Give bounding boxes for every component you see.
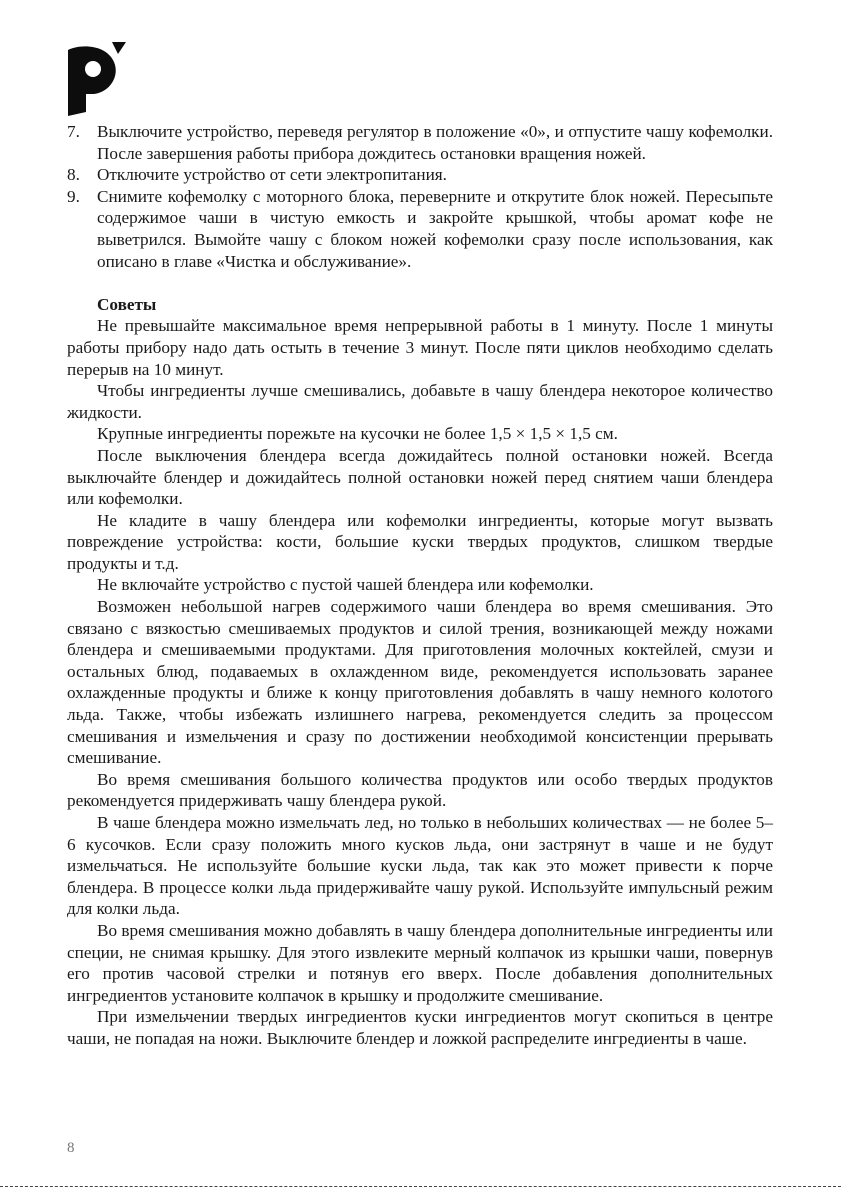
tip-paragraph: Во время смешивания большого количества продуктов или особо твердых продуктов рекомендуется придерживать чашу блендера рукой. — [67, 769, 773, 811]
step-text: Снимите кофемолку с моторного блока, переверните и открутите блок ножей. Пересыпьте содержимое чаши в чистую емкость и закройте крышкой, чтобы аромат кофе не выветрился. Вымойте чашу с блоком ножей кофемолки сразу после использования, как описано в главе «Чистка и обслуживание». — [97, 186, 773, 271]
tips-heading: Советы — [97, 294, 157, 314]
tip-paragraph: При измельчении твердых ингредиентов куски ингредиентов могут скопиться в центре чаши, не попадая на ножи. Выключите блендер и ложкой распределите ингредиенты в чаше. — [67, 1007, 773, 1048]
document-body — [67, 121, 773, 1050]
tip-paragraph: Чтобы ингредиенты лучше смешивались, добавьте в чашу блендера некоторое количество жидкости. — [67, 381, 773, 422]
step-number: 7. — [67, 122, 80, 141]
step-number: 8. — [67, 165, 80, 185]
tip-paragraph: Во время смешивания можно добавлять в чашу блендера дополнительные ингредиенты или специи, не снимая крышку. Для этого извлеките мерный колпачок из крышки чаши, повернув его против часовой стрелки и потянув его вверх. После добавления дополнительных ингредиентов установите колпачок в крышку и продолжите смешивание. — [67, 920, 773, 1005]
tip-paragraph: Не кладите в чашу блендера или кофемолки ингредиенты, которые могут вызвать повреждение устройства: кости, большие куски твердых продуктов, слишком твердые продукты и т.д. — [67, 510, 773, 573]
tip-paragraph: Крупные ингредиенты порежьте на кусочки не более 1,5 × 1,5 × 1,5 см. — [97, 424, 618, 444]
step-item — [67, 121, 773, 164]
page-edge-divider — [0, 1186, 841, 1187]
step-item — [67, 164, 773, 186]
tip-paragraph: Не превышайте максимальное время непрерывной работы в 1 минуту. После 1 минуты работы прибору надо дать остыть в течение 3 минут. После пяти циклов необходимо сделать перерыв на 10 минут. — [67, 316, 773, 379]
step-text: Отключите устройство от сети электропитания. — [97, 165, 447, 185]
tip-paragraph: Возможен небольшой нагрев содержимого чаши блендера во время смешивания. Это связано с вязкостью смешиваемых продуктов и силой трения, возникающей между ножами блендера и смешиваемыми продуктами. Для приготовления молочных коктейлей, смузи и остальных блюд, подаваемых в охлажденном виде, рекомендуется использовать заранее охлажденные продукты и ближе к концу приготовления добавлять в чашу немного колотого льда. Также, чтобы избежать излишнего нагрева, рекомендуется следить за процессом смешивания и измельчения и сразу по достижении необходимой консистенции прерывать смешивание. — [67, 597, 773, 768]
page-number: 8 — [67, 1140, 75, 1156]
tip-paragraph: В чаше блендера можно измельчать лед, но только в небольших количествах — не более 5–6 кусочков. Если сразу положить много кусков льда, они застрянут в чаше и не будут измельчаться. Не используйте большие куски льда, так как это может привести к порче блендера. В процессе колки льда придерживайте чашу рукой. Используйте импульсный режим для колки льда. — [67, 813, 773, 919]
brand-logo-icon — [66, 40, 126, 116]
step-text: Выключите устройство, переведя регулятор в положение «0», и отпустите чашу кофемолки. После завершения работы прибора дождитесь остановки вращения ножей. — [97, 122, 773, 163]
tip-paragraph: Не включайте устройство с пустой чашей блендера или кофемолки. — [97, 575, 594, 595]
tip-paragraph: После выключения блендера всегда дожидайтесь полной остановки ножей. Всегда выключайте блендер и дожидайтесь полной остановки ножей перед снятием чаши блендера или кофемолки. — [67, 445, 773, 509]
instruction-steps — [67, 121, 773, 272]
step-item — [67, 186, 773, 272]
step-number: 9. — [67, 186, 80, 206]
tips-section — [67, 315, 773, 1049]
